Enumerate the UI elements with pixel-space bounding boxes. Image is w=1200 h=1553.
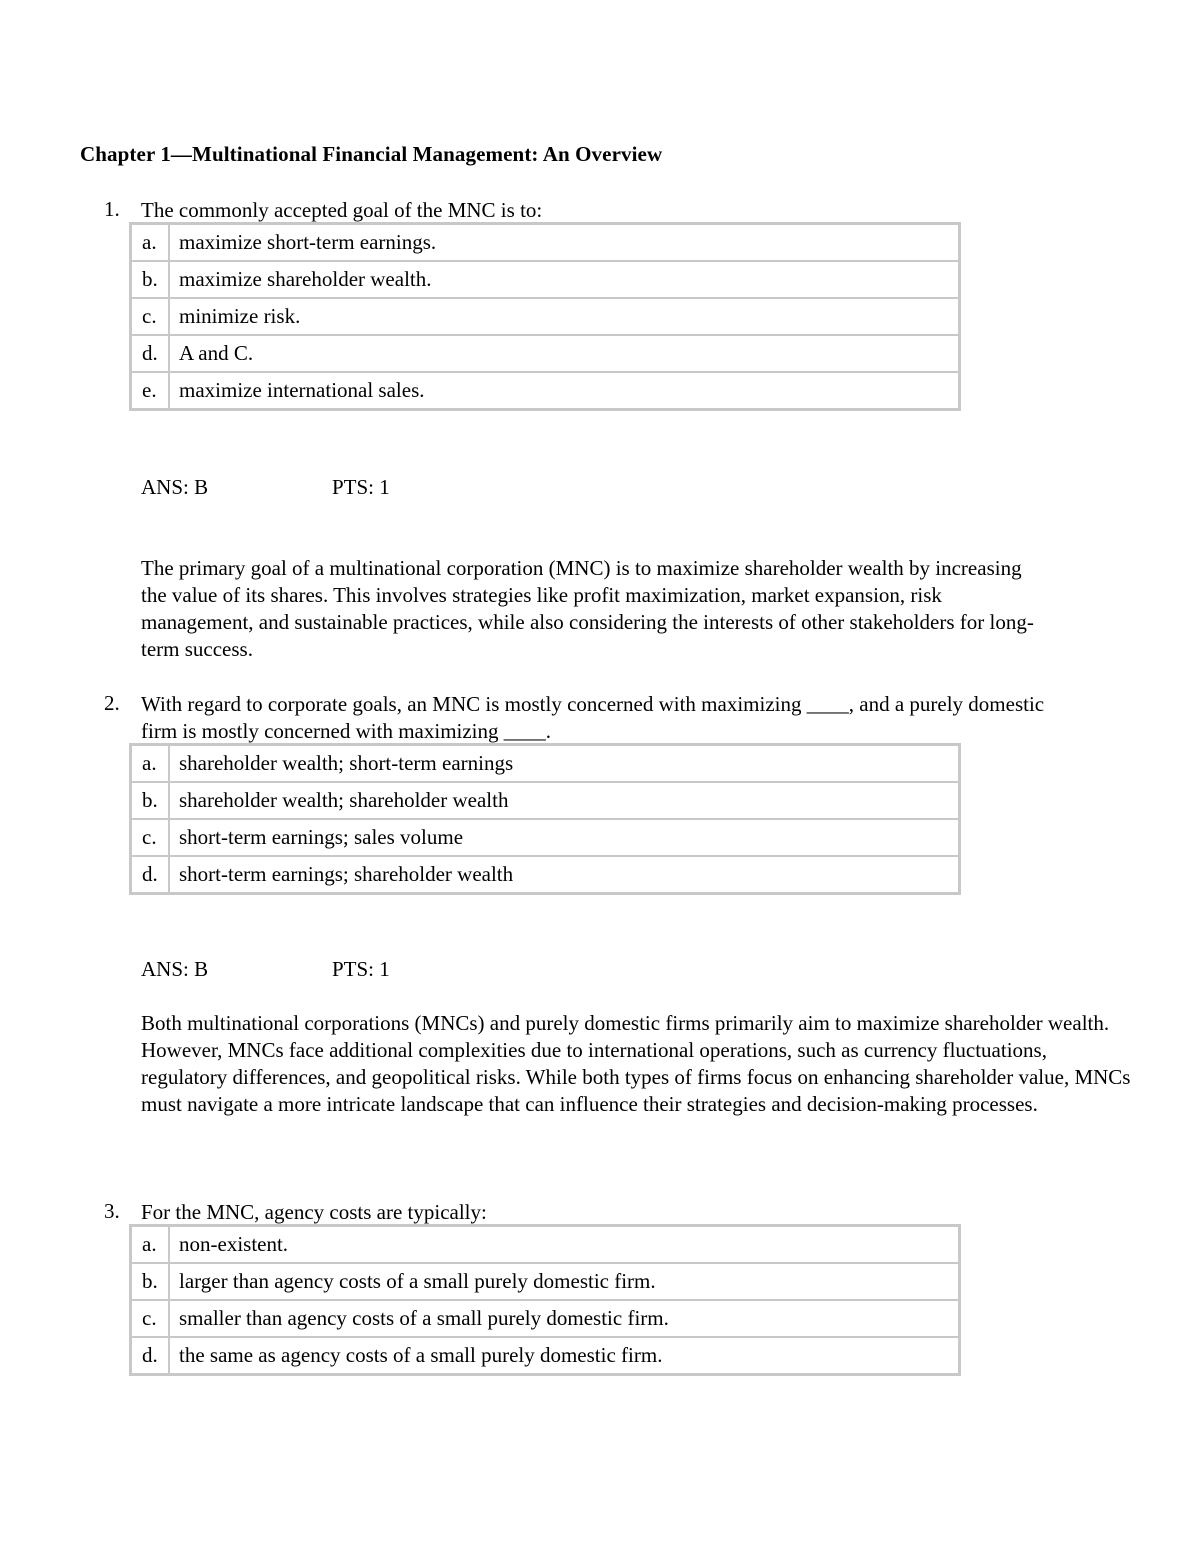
choice-text: short-term earnings; sales volume bbox=[169, 819, 960, 856]
question-stem: The commonly accepted goal of the MNC is to: bbox=[141, 198, 543, 222]
choice-letter: b. bbox=[131, 782, 170, 819]
choice-letter: a. bbox=[131, 745, 170, 783]
choice-text: non-existent. bbox=[169, 1226, 960, 1264]
choice-row bbox=[131, 782, 960, 819]
answer-label: ANS: B bbox=[141, 957, 209, 981]
choice-row bbox=[131, 856, 960, 894]
question-number: 2. bbox=[104, 691, 120, 715]
choice-text: maximize shareholder wealth. bbox=[169, 261, 960, 298]
choice-letter: d. bbox=[131, 1337, 170, 1375]
choice-row bbox=[131, 372, 960, 410]
choices-table bbox=[129, 222, 961, 411]
choice-text: minimize risk. bbox=[169, 298, 960, 335]
choice-letter: d. bbox=[131, 856, 170, 894]
question-number: 3. bbox=[104, 1199, 120, 1223]
choice-row bbox=[131, 819, 960, 856]
page-title: Chapter 1—Multinational Financial Management: An Overview bbox=[80, 142, 663, 166]
choice-text: maximize international sales. bbox=[169, 372, 960, 410]
choice-row bbox=[131, 224, 960, 262]
choice-text: maximize short-term earnings. bbox=[169, 224, 960, 262]
choice-row bbox=[131, 1263, 960, 1300]
choice-text: larger than agency costs of a small purely domestic firm. bbox=[169, 1263, 960, 1300]
choice-row bbox=[131, 335, 960, 372]
choice-letter: b. bbox=[131, 261, 170, 298]
choices-table bbox=[129, 1224, 961, 1376]
answer-label: ANS: B bbox=[141, 475, 209, 499]
choice-row bbox=[131, 1300, 960, 1337]
points-label: PTS: 1 bbox=[332, 957, 390, 981]
choice-row bbox=[131, 745, 960, 783]
explanation: Both multinational corporations (MNCs) and purely domestic firms primarily aim to maximize shareholder wealth. However, MNCs face additional complexities due to international operations, such as currency fluctuations, regulatory differences, and geopolitical risks. While both types of firms focus on enhancing shareholder value, MNCs must navigate a more intricate landscape that can influence their strategies and decision-making processes. bbox=[141, 1011, 1131, 1116]
explanation: The primary goal of a multinational corporation (MNC) is to maximize shareholder wealth by increasing the value of its shares. This involves strategies like profit maximization, market expansion, risk management, and sustainable practices, while also considering the interests of other stakeholders for long-term success. bbox=[141, 556, 1034, 661]
choice-text: smaller than agency costs of a small purely domestic firm. bbox=[169, 1300, 960, 1337]
choice-row bbox=[131, 261, 960, 298]
choice-letter: c. bbox=[131, 819, 170, 856]
choice-letter: c. bbox=[131, 1300, 170, 1337]
choice-text: A and C. bbox=[169, 335, 960, 372]
choices-table bbox=[129, 743, 961, 895]
choice-letter: e. bbox=[131, 372, 170, 410]
choice-letter: b. bbox=[131, 1263, 170, 1300]
choice-letter: a. bbox=[131, 224, 170, 262]
question-stem: With regard to corporate goals, an MNC is mostly concerned with maximizing ____, and a purely domestic firm is mostly concerned with maximizing ____. bbox=[141, 692, 1045, 743]
choice-letter: c. bbox=[131, 298, 170, 335]
points-label: PTS: 1 bbox=[332, 475, 390, 499]
choice-text: shareholder wealth; short-term earnings bbox=[169, 745, 960, 783]
choice-letter: d. bbox=[131, 335, 170, 372]
choice-text: short-term earnings; shareholder wealth bbox=[169, 856, 960, 894]
question-stem: For the MNC, agency costs are typically: bbox=[141, 1200, 487, 1224]
choice-text: the same as agency costs of a small purely domestic firm. bbox=[169, 1337, 960, 1375]
choice-row bbox=[131, 1337, 960, 1375]
choice-row bbox=[131, 298, 960, 335]
question-number: 1. bbox=[104, 197, 120, 221]
choice-letter: a. bbox=[131, 1226, 170, 1264]
choice-text: shareholder wealth; shareholder wealth bbox=[169, 782, 960, 819]
choice-row bbox=[131, 1226, 960, 1264]
